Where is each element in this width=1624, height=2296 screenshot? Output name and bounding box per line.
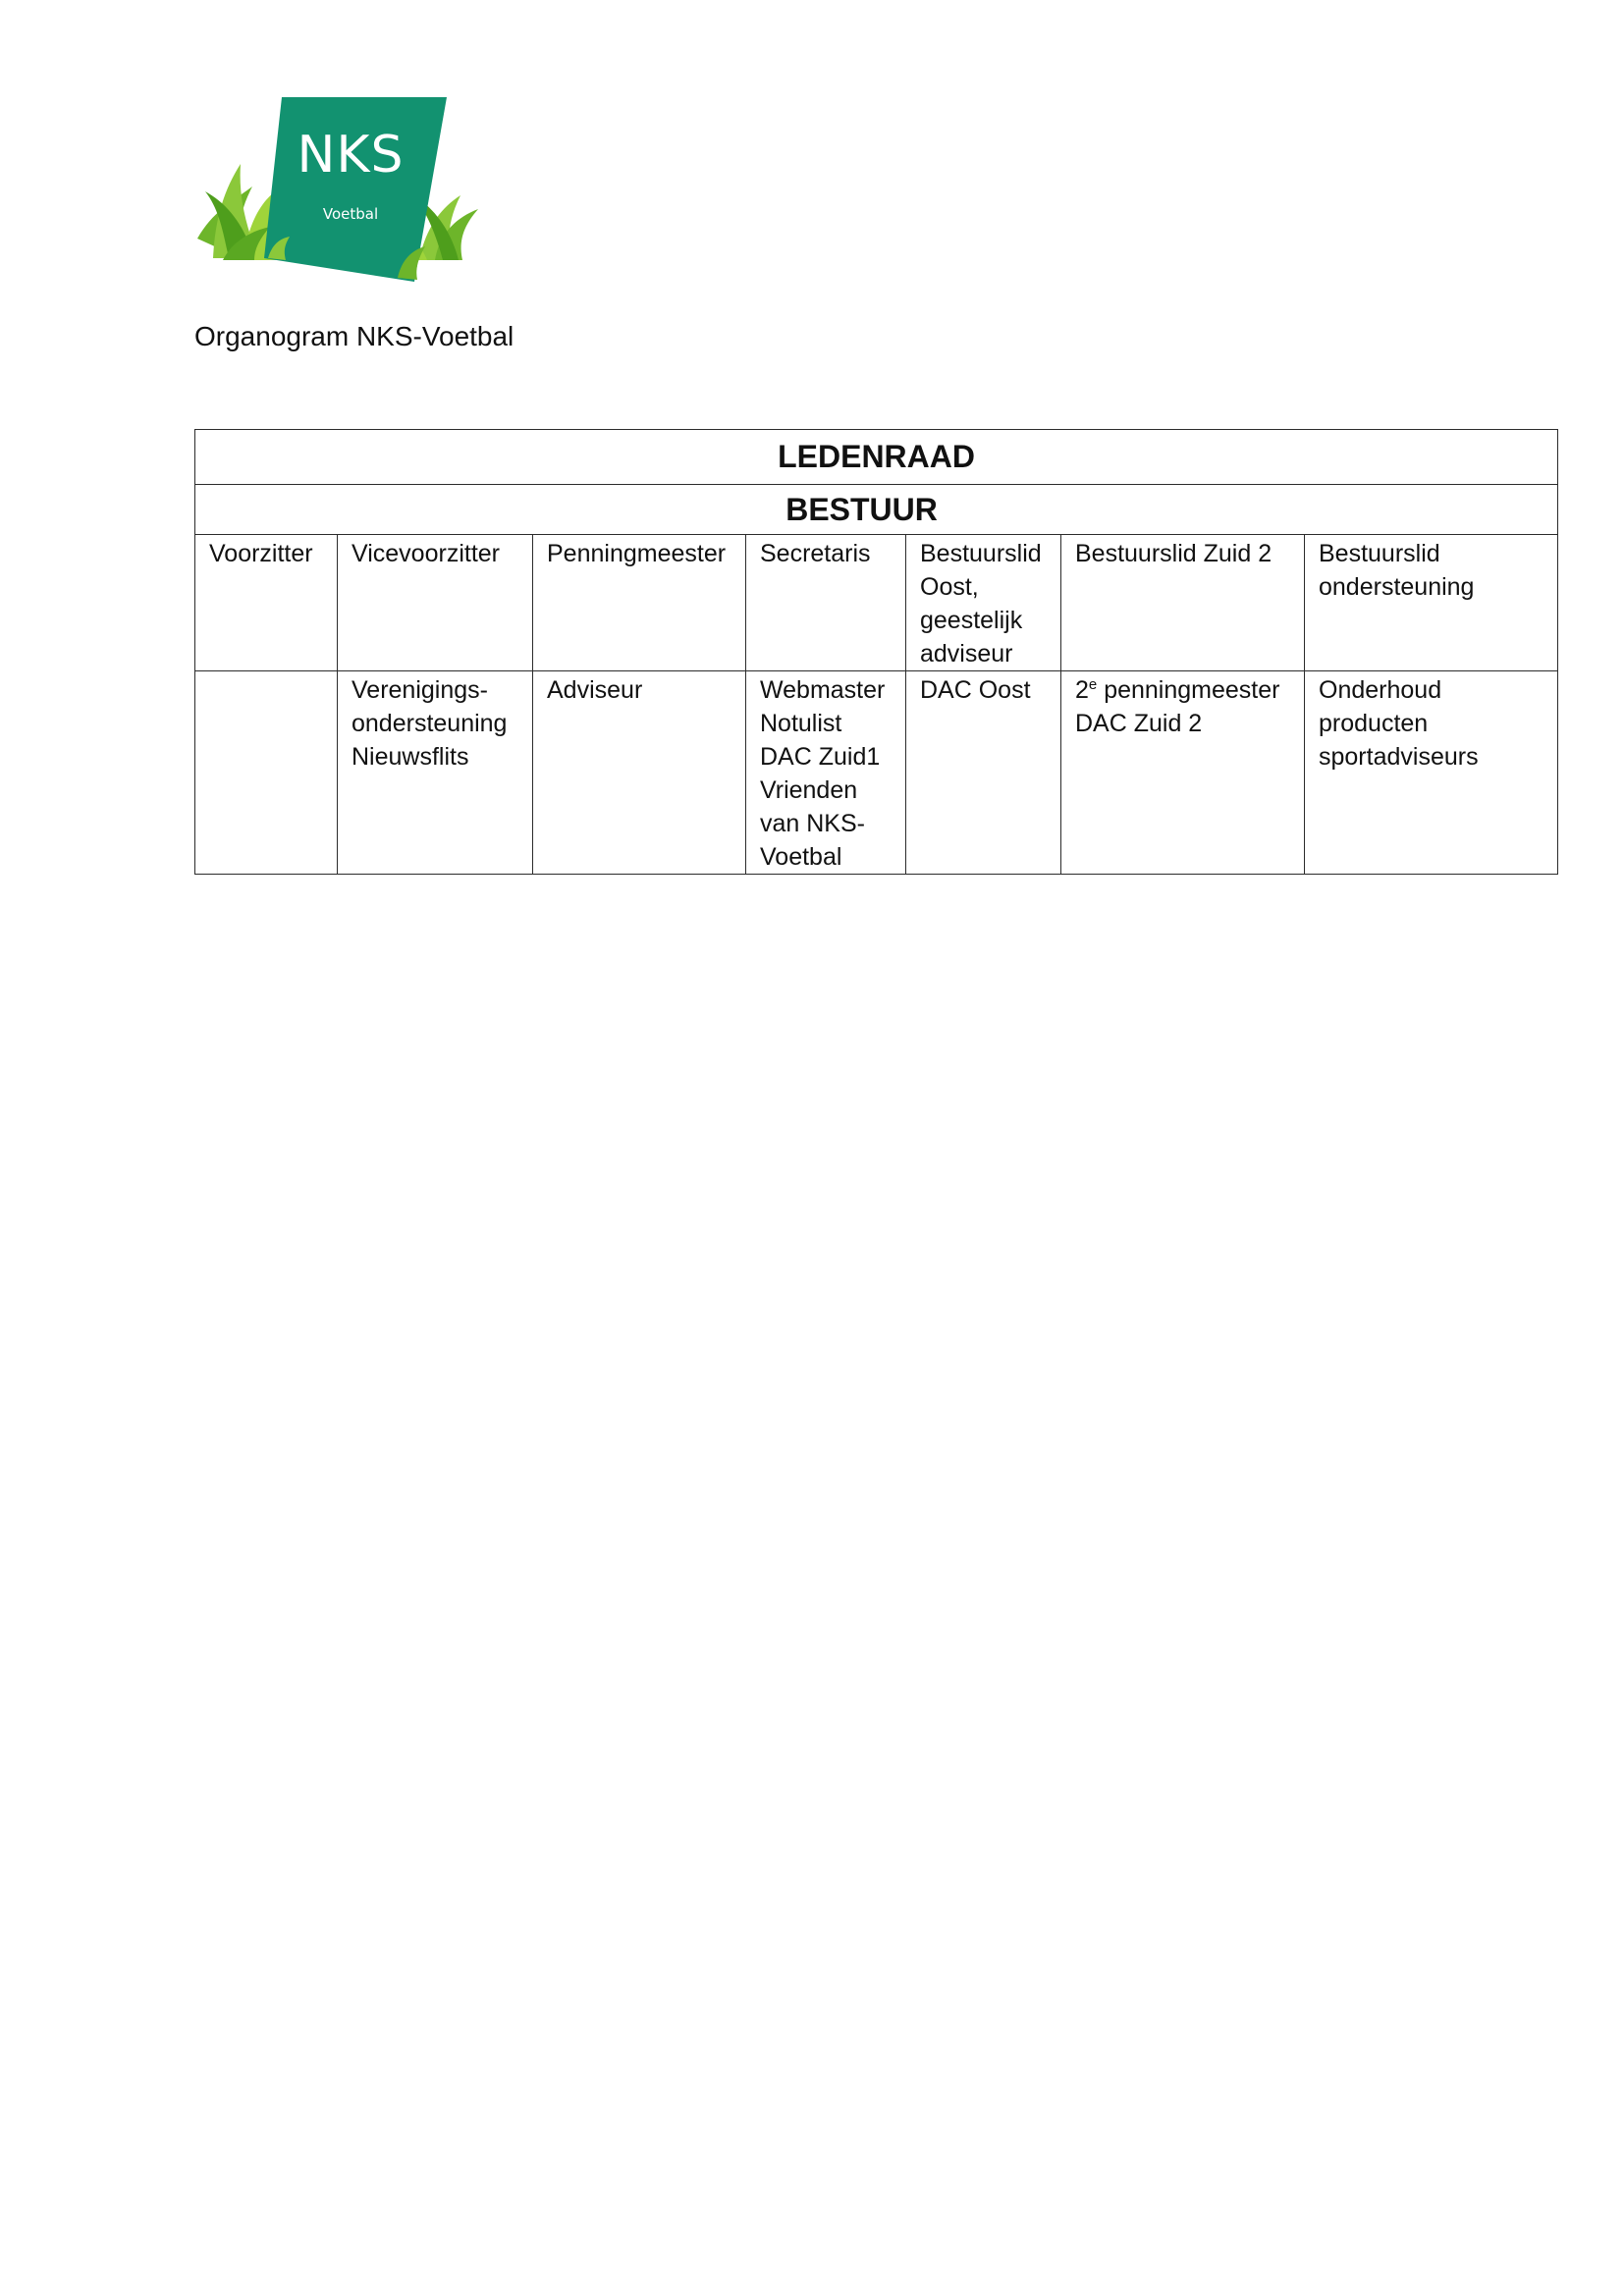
sub-item: Notulist	[760, 710, 842, 737]
role-bestuurslid-oost: Bestuurslid Oost, geestelijk adviseur	[906, 535, 1061, 671]
sub-item: Verenigings-ondersteuning	[352, 676, 508, 737]
bestuur-cell	[195, 485, 1558, 535]
bestuur-label: BESTUUR	[785, 492, 938, 527]
sub-voorzitter	[195, 671, 338, 875]
sub-item: Vrienden van NKS-Voetbal	[760, 776, 865, 871]
sub-bestuurslid-oost	[906, 671, 1061, 875]
sub-bestuurslid-ondersteuning	[1305, 671, 1558, 875]
role-secretaris: Secretaris	[746, 535, 906, 671]
sub-item: Webmaster	[760, 676, 886, 704]
sub-vicevoorzitter	[338, 671, 533, 875]
sub-item: DAC Zuid 2	[1075, 710, 1203, 737]
nks-voetbal-logo	[193, 93, 480, 284]
sub-penningmeester	[533, 671, 746, 875]
document-title: Organogram NKS-Voetbal	[194, 321, 514, 351]
ordinal-number: 2	[1075, 676, 1089, 704]
role-vicevoorzitter: Vicevoorzitter	[338, 535, 533, 671]
sub-item: Nieuwsflits	[352, 743, 469, 771]
roles-row	[195, 535, 1558, 671]
sub-secretaris	[746, 671, 906, 875]
ordinal-suffix: e	[1088, 676, 1098, 693]
sub-item-penningmeester	[1075, 673, 1290, 707]
role-voorzitter: Voorzitter	[195, 535, 338, 671]
sub-bestuurslid-zuid2	[1061, 671, 1305, 875]
role-bestuurslid-zuid2: Bestuurslid Zuid 2	[1061, 535, 1305, 671]
sub-item: DAC Oost	[920, 676, 1031, 704]
sub-item: DAC Zuid1	[760, 743, 881, 771]
logo-voetbal-text: Voetbal	[322, 205, 379, 223]
role-penningmeester: Penningmeester	[533, 535, 746, 671]
ledenraad-row	[195, 430, 1558, 485]
sub-item: Onderhoud producten sportadviseurs	[1319, 676, 1479, 771]
ledenraad-cell	[195, 430, 1558, 485]
bestuur-row	[195, 485, 1558, 535]
subroles-row	[195, 671, 1558, 875]
organogram-table	[194, 429, 1558, 875]
ordinal-rest: penningmeester	[1097, 676, 1280, 704]
ledenraad-label: LEDENRAAD	[778, 439, 975, 474]
logo-nks-text: NKS	[297, 126, 405, 185]
sub-item: Adviseur	[547, 676, 643, 704]
role-bestuurslid-ondersteuning: Bestuurslid ondersteuning	[1305, 535, 1558, 671]
